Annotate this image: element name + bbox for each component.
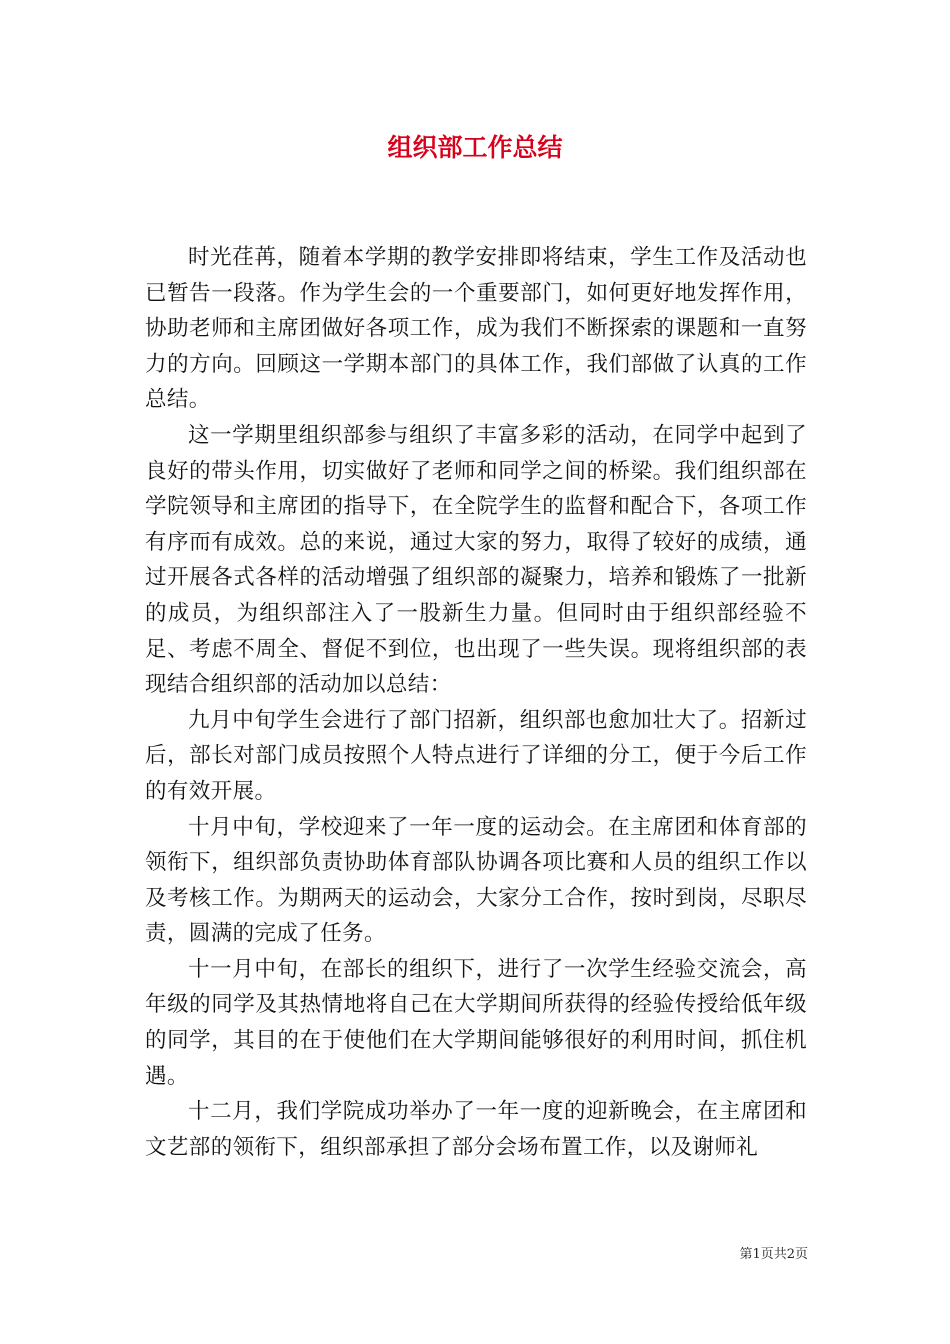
paragraph-intro: 时光荏苒，随着本学期的教学安排即将结束，学生工作及活动也已暂告一段落。作为学生会的一个重要部门，如何更好地发挥作用，协助老师和主席团做好各项工作，成为我们不断探索的课题和一直努力的方向。回顾这一学期本部门的具体工作，我们部做了认真的工作总结。 bbox=[145, 245, 807, 413]
paragraph-overview: 这一学期里组织部参与组织了丰富多彩的活动，在同学中起到了良好的带头作用，切实做好了老师和同学之间的桥梁。我们组织部在学院领导和主席团的指导下，在全院学生的监督和配合下，各项工作有序而有成效。总的来说，通过大家的努力，取得了较好的成绩，通过开展各式各样的活动增强了组织部的凝聚力，培养和锻炼了一批新的成员，为组织部注入了一股新生力量。但同时由于组织部经验不足、考虑不周全、督促不到位，也出现了一些失误。现将组织部的表现结合组织部的活动加以总结： bbox=[145, 422, 807, 698]
paragraph-december: 十二月，我们学院成功举办了一年一度的迎新晚会，在主席团和文艺部的领衔下，组织部承担了部分会场布置工作，以及谢师礼 bbox=[145, 1099, 807, 1160]
document-body bbox=[145, 240, 807, 1165]
document-title: 组织部工作总结 bbox=[387, 133, 563, 162]
paragraph-november: 十一月中旬，在部长的组织下，进行了一次学生经验交流会，高年级的同学及其热情地将自己在大学期间所获得的经验传授给低年级的同学，其目的在于使他们在大学期间能够很好的利用时间，抓住机遇。 bbox=[145, 956, 807, 1089]
paragraph-october: 十月中旬，学校迎来了一年一度的运动会。在主席团和体育部的领衔下，组织部负责协助体育部队协调各项比赛和人员的组织工作以及考核工作。为期两天的运动会，大家分工合作，按时到岗，尽职尽责，圆满的完成了任务。 bbox=[145, 814, 807, 947]
paragraph-september: 九月中旬学生会进行了部门招新，组织部也愈加壮大了。招新过后，部长对部门成员按照个人特点进行了详细的分工，便于今后工作的有效开展。 bbox=[145, 707, 807, 804]
page-number: 第1页共2页 bbox=[739, 1247, 808, 1262]
